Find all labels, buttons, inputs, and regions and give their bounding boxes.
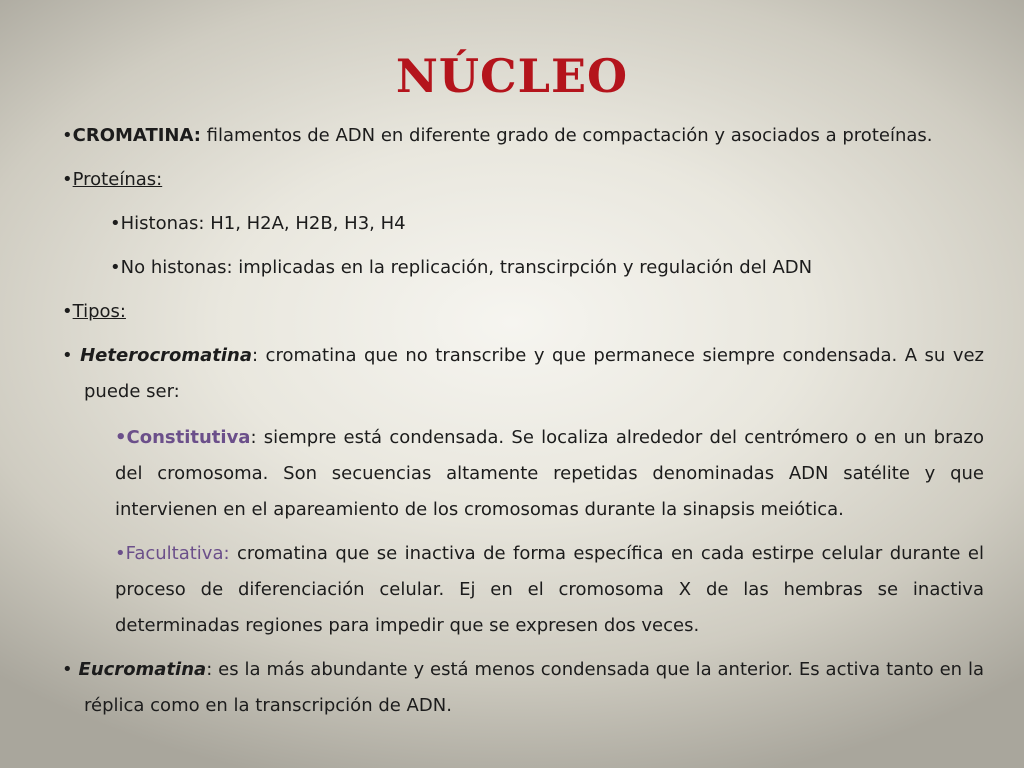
bullet-proteinas [62,162,984,198]
bullet-tipos [62,294,984,330]
term-constitutiva: •Constitutiva [115,427,251,448]
slide-title: NÚCLEO [395,49,629,103]
term-cromatina: CROMATINA: [72,125,201,146]
bullet-heterocromatina [62,338,984,410]
bullet-eucromatina [62,652,984,724]
text-facultativa: cromatina que se inactiva de forma específica en cada estirpe celular durante el proceso de diferenciación celular. Ej en el cromosoma X de las hembras se inactiva determinadas regiones para impedir que se expresen dos veces. [115,543,984,636]
term-heterocromatina: Heterocromatina [80,345,252,366]
text-heterocromatina: : cromatina que no transcribe y que permanece siempre condensada. A su vez puede ser: [84,345,985,402]
text-eucromatina: : es la más abundante y está menos condensada que la anterior. Es activa tanto en la réplica como en la transcripción de ADN. [84,659,985,716]
term-facultativa: •Facultativa: [115,543,230,564]
slide-body [62,118,984,724]
text-cromatina: filamentos de ADN en diferente grado de compactación y asociados a proteínas. [200,125,933,146]
label-proteinas: Proteínas: [72,169,163,190]
bullet-no-histonas: •No histonas: implicadas en la replicación, transcirpción y regulación del ADN [110,257,813,278]
label-tipos: Tipos: [72,301,126,322]
bullet-histonas: •Histonas: H1, H2A, H2B, H3, H4 [110,213,406,234]
bullet-constitutiva [62,420,984,528]
term-eucromatina: Eucromatina [78,659,207,680]
bullet-mark: • [62,301,73,322]
bullet-mark: • [62,125,73,146]
bullet-mark: • [62,659,79,680]
bullet-mark: • [62,345,81,366]
bullet-cromatina [62,118,984,154]
bullet-facultativa [62,536,984,644]
text-constitutiva: : siempre está condensada. Se localiza alrededor del centrómero o en un brazo del cromosoma. Son secuencias altamente repetidas denominadas ADN satélite y que intervienen en el apareamiento de los cromosomas durante la sinapsis meiótica. [115,427,984,520]
bullet-mark: • [62,169,73,190]
